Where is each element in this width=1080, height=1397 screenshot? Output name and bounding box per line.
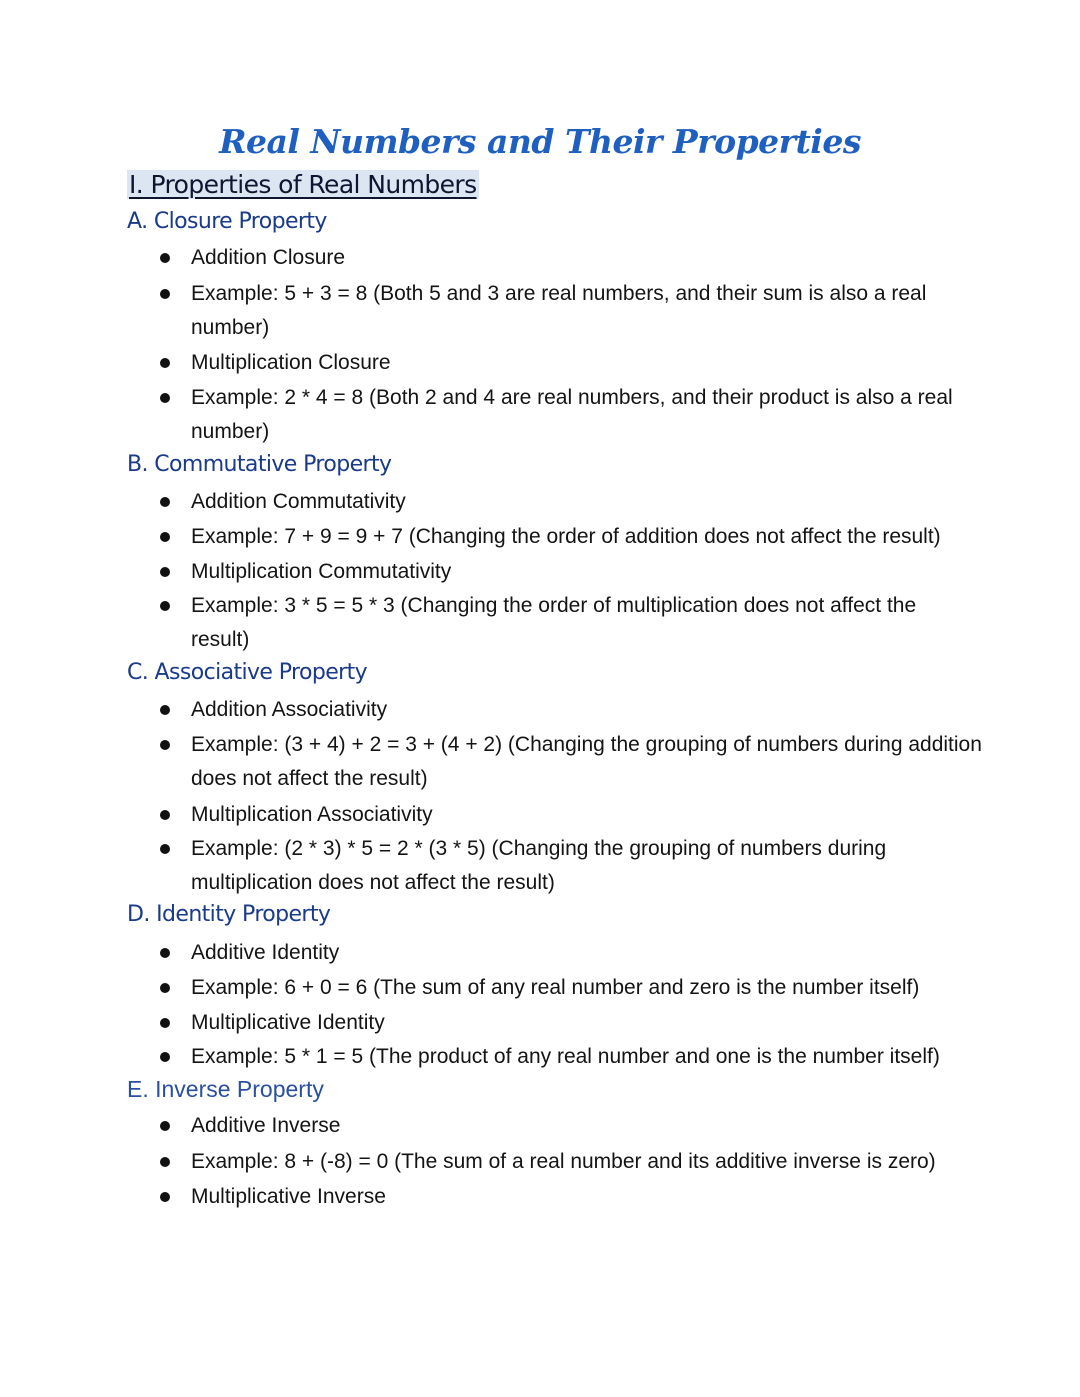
bullet-icon <box>160 844 170 854</box>
bullet-icon <box>160 1018 170 1028</box>
bullet-icon <box>160 358 170 368</box>
bullet-icon <box>160 740 170 750</box>
bullet-icon <box>160 393 170 403</box>
subsection-heading-associative: C. Associative Property <box>127 660 368 685</box>
document-page: Real Numbers and Their Properties I. Properties of Real Numbers A. Closure Property Addition Closure Example: 5 + 3 = 8 (Both 5 and 3 are real numbers, and their sum is also a real number) Multiplication Closure Example: 2 * 4 = 8 (Both 2 and 4 are real numbers, and their product is also a real number) B. Commutative Property Addition Commutativity Example: 7 + 9 = 9 + 7 (Changing the order of addition does not affect the result) Multiplication Commutativity Example: 3 * 5 = 5 * 3 (Changing the order of multiplication does not affect the result) C. Associative Property Addition Associativity Example: (3 + 4) + 2 = 3 + (4 + 2) (Changing the grouping of numbers during addition does not affect the result) Multiplication Associativity Example: (2 * 3) * 5 = 2 * (3 * 5) (Changing the grouping of numbers during multiplication does not affect the result) D. Identity Property Additive Identity Example: 6 + 0 = 6 (The sum of any real number and zero is the number itself) Multiplicative Identity Example: 5 * 1 = 5 (The product of any real number and one is the number itself) E. Inverse Property Additive Inverse Example: 8 + (-8) = 0 (The sum of a real number and its additive inverse is zero) Multiplicative Inverse <box>0 0 1080 1397</box>
subsection-heading-inverse: E. Inverse Property <box>127 1076 324 1102</box>
subsection-heading-identity: D. Identity Property <box>127 902 331 927</box>
bullet-icon <box>160 497 170 507</box>
bullet-icon <box>160 532 170 542</box>
bullet-icon <box>160 601 170 611</box>
subsection-heading-closure: A. Closure Property <box>127 209 327 234</box>
bullet-icon <box>160 1192 170 1202</box>
bullet-icon <box>160 567 170 577</box>
subsection-heading-commutative: B. Commutative Property <box>127 452 392 477</box>
section-heading: I. Properties of Real Numbers <box>129 170 477 199</box>
document-title: Real Numbers and Their Properties <box>219 122 861 161</box>
bullet-icon <box>160 253 170 263</box>
bullet-icon <box>160 1052 170 1062</box>
bullet-icon <box>160 983 170 993</box>
bullet-icon <box>160 289 170 299</box>
bullet-icon <box>160 1157 170 1167</box>
bullet-icon <box>160 948 170 958</box>
bullet-icon <box>160 810 170 820</box>
bullet-icon <box>160 1121 170 1131</box>
bullet-icon <box>160 705 170 715</box>
